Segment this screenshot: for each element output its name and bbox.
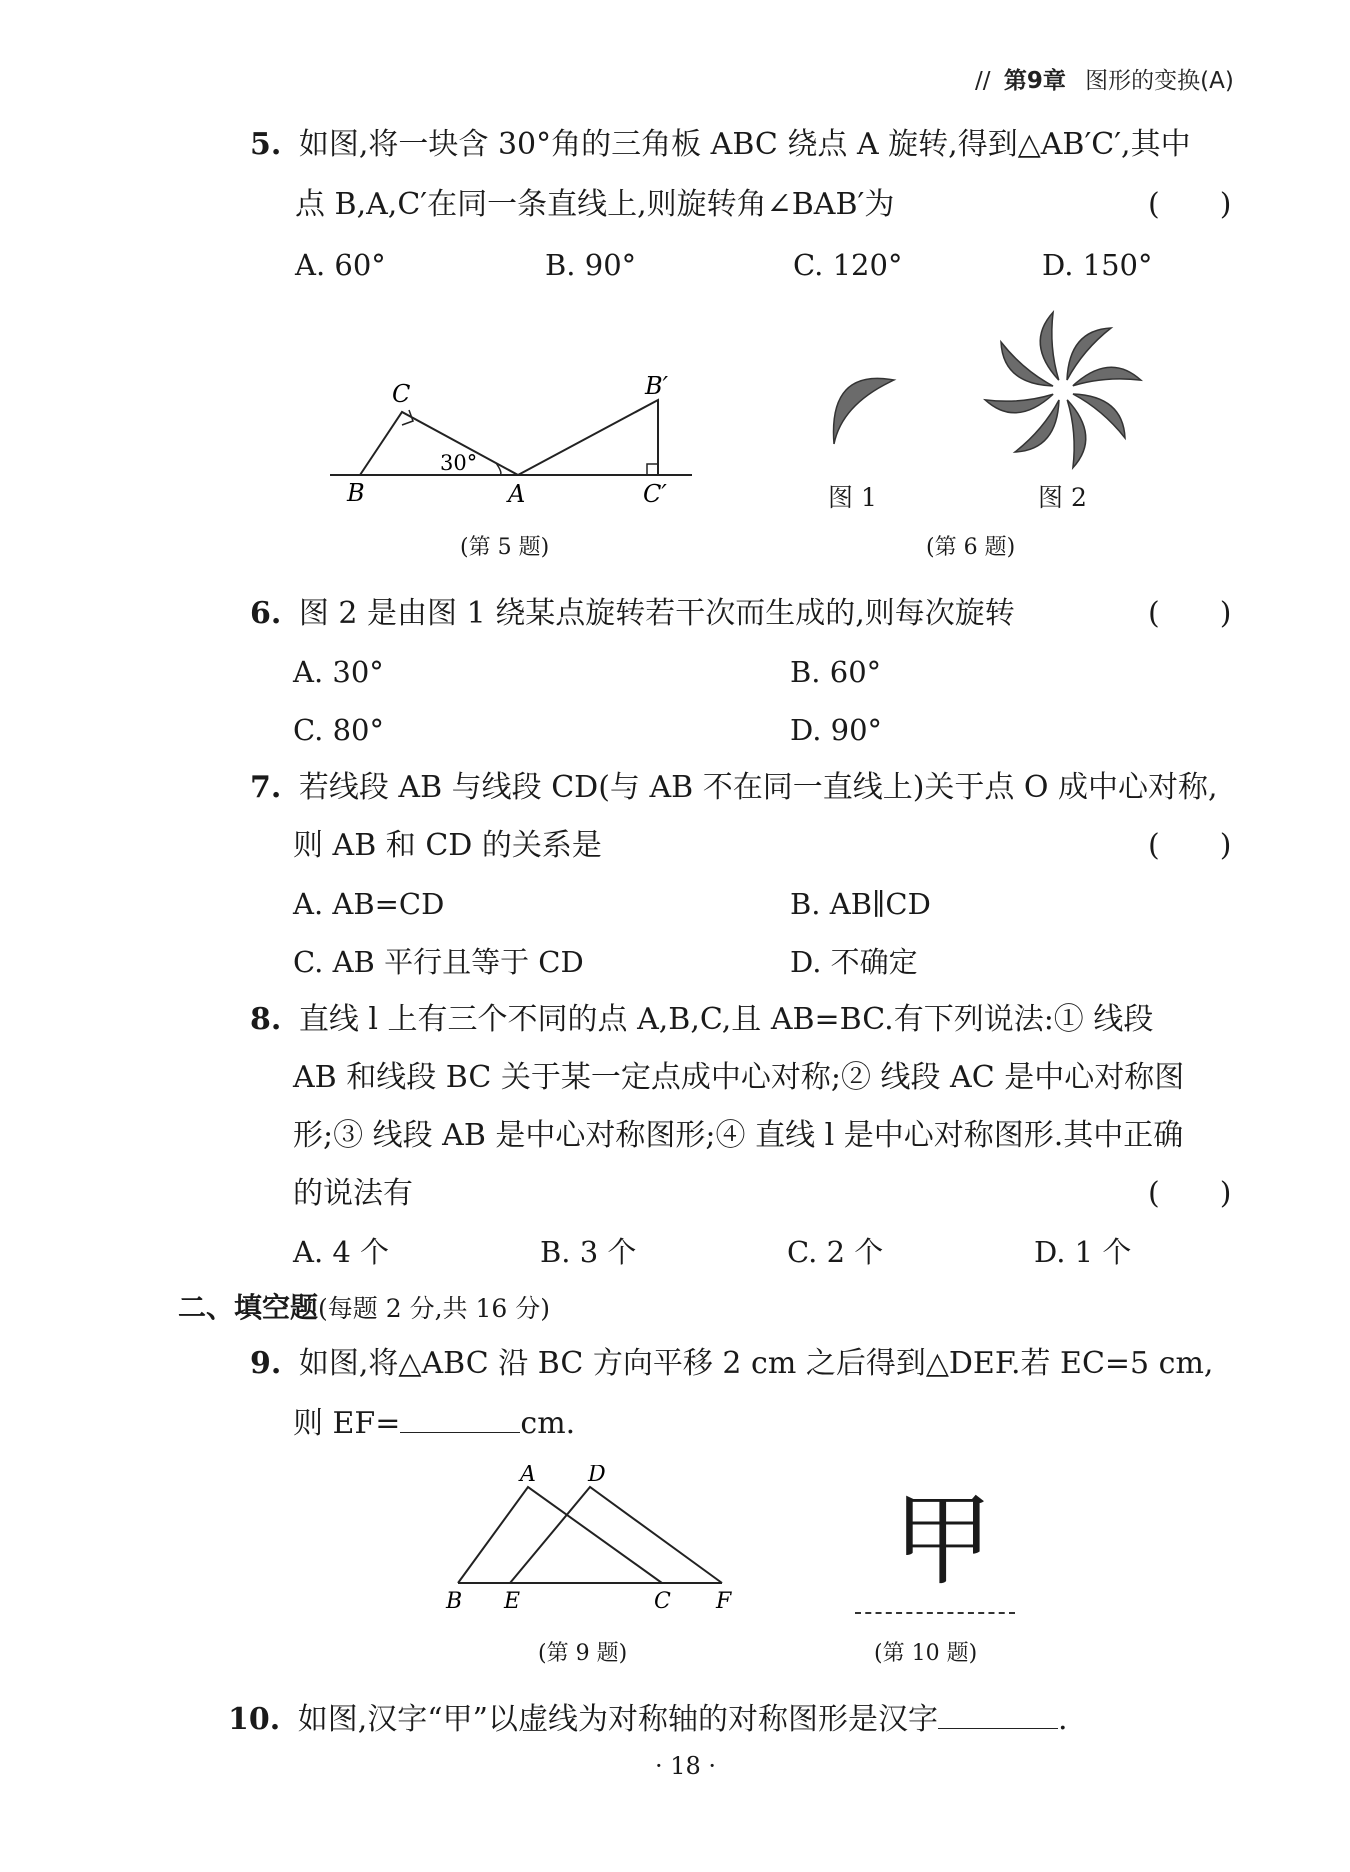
q9-label-d: D — [588, 1465, 606, 1487]
q10-line — [228, 1698, 1068, 1740]
q5-label-cprime: C′ — [643, 480, 667, 508]
q5-text-1: 如图,将一块含 30°角的三角板 ABC 绕点 A 旋转,得到△AB′C′,其中 — [298, 127, 1191, 162]
q6-option-d: D. 90° — [790, 713, 883, 747]
q5-option-d: D. 150° — [1042, 248, 1153, 282]
q5-option-c: C. 120° — [793, 248, 903, 282]
q10-answer-blank[interactable] — [938, 1698, 1058, 1729]
q8-option-b: B. 3 个 — [540, 1235, 637, 1269]
q9-answer-blank[interactable] — [400, 1402, 520, 1433]
q9-figure — [440, 1465, 740, 1615]
header-mark: // — [975, 68, 991, 94]
q7-option-d: D. 不确定 — [790, 945, 918, 979]
q5-option-b: B. 90° — [545, 248, 637, 282]
q5-answer-paren: ( ) — [1148, 187, 1232, 222]
q6-caption: (第 6 题) — [926, 535, 1016, 560]
q5-label-c: C — [392, 380, 411, 408]
q10-text: 如图,汉字“甲”以虚线为对称轴的对称图形是汉字 — [297, 1702, 938, 1737]
q5-angle-label: 30° — [440, 451, 478, 475]
q10-character: 甲 — [893, 1482, 993, 1599]
q8-number: 8. — [250, 1002, 282, 1037]
q6-figure-1 — [810, 362, 900, 452]
q9-text-2b: cm. — [520, 1406, 576, 1441]
q10-symmetry-axis — [855, 1612, 1015, 1614]
q7-option-b: B. AB∥CD — [790, 887, 931, 921]
q9-number: 9. — [250, 1346, 282, 1381]
chapter-title: 图形的变换(A) — [1085, 68, 1234, 94]
q5-option-a: A. 60° — [295, 248, 386, 282]
section-fill-in — [178, 1288, 550, 1329]
q10-caption: (第 10 题) — [874, 1641, 978, 1666]
q7-option-a: A. AB=CD — [293, 887, 445, 921]
section-note: (每题 2 分,共 16 分) — [318, 1294, 550, 1323]
q5-line1 — [250, 125, 1191, 165]
q5-caption: (第 5 题) — [460, 535, 550, 560]
q6-option-b: B. 60° — [790, 655, 882, 689]
q6-line1 — [250, 594, 1015, 634]
q9-label-a: A — [520, 1465, 536, 1487]
q7-answer-paren: ( ) — [1148, 828, 1232, 863]
q8-line4: 的说法有 — [293, 1176, 413, 1211]
q9-label-c: C — [654, 1589, 671, 1614]
q6-fig1-label: 图 1 — [828, 483, 877, 512]
q7-line2: 则 AB 和 CD 的关系是 — [293, 828, 602, 863]
q9-label-b: B — [446, 1589, 463, 1614]
q9-text-2a: 则 EF= — [293, 1406, 401, 1441]
q8-line3: 形;③ 线段 AB 是中心对称图形;④ 直线 l 是中心对称图形.其中正确 — [293, 1118, 1184, 1153]
q7-number: 7. — [250, 770, 282, 805]
running-header — [975, 62, 1234, 95]
q5-line2: 点 B,A,C′在同一条直线上,则旋转角∠BAB′为 — [295, 187, 895, 222]
q6-option-c: C. 80° — [293, 713, 384, 747]
page-number: · 18 · — [655, 1752, 717, 1780]
q5-label-bprime: B′ — [645, 372, 669, 400]
section-title: 二、填空题 — [178, 1291, 319, 1324]
q9-label-f: F — [716, 1589, 732, 1614]
q7-option-c: C. AB 平行且等于 CD — [293, 945, 584, 979]
q5-label-b: B — [347, 479, 365, 507]
q8-line1 — [250, 1000, 1153, 1040]
q8-option-a: A. 4 个 — [293, 1235, 390, 1269]
q6-text-1: 图 2 是由图 1 绕某点旋转若干次而生成的,则每次旋转 — [298, 596, 1015, 631]
q9-text-1: 如图,将△ABC 沿 BC 方向平移 2 cm 之后得到△DEF.若 EC=5 cm, — [298, 1346, 1214, 1381]
q5-number: 5. — [250, 127, 282, 162]
q9-line1 — [250, 1344, 1213, 1384]
q9-line2 — [293, 1402, 575, 1444]
q5-figure — [320, 370, 700, 510]
q8-option-d: D. 1 个 — [1034, 1235, 1132, 1269]
q6-option-a: A. 30° — [293, 655, 384, 689]
q8-answer-paren: ( ) — [1148, 1176, 1232, 1211]
q8-option-c: C. 2 个 — [787, 1235, 884, 1269]
q6-fig2-label: 图 2 — [1038, 483, 1087, 512]
chapter-label: 第9章 — [1003, 68, 1066, 94]
q8-text-1: 直线 l 上有三个不同的点 A,B,C,且 AB=BC.有下列说法:① 线段 — [298, 1002, 1154, 1037]
q9-label-e: E — [504, 1589, 521, 1614]
q8-line2: AB 和线段 BC 关于某一定点成中心对称;② 线段 AC 是中心对称图 — [293, 1060, 1185, 1095]
q7-line1 — [250, 768, 1218, 808]
q6-figure-2 — [978, 305, 1148, 475]
q10-number: 10. — [228, 1702, 281, 1737]
q9-caption: (第 9 题) — [538, 1641, 628, 1666]
q7-text-1: 若线段 AB 与线段 CD(与 AB 不在同一直线上)关于点 O 成中心对称, — [298, 770, 1218, 805]
q5-label-a: A — [508, 480, 526, 508]
q6-answer-paren: ( ) — [1148, 596, 1232, 631]
q10-end: . — [1057, 1702, 1068, 1737]
q6-number: 6. — [250, 596, 282, 631]
